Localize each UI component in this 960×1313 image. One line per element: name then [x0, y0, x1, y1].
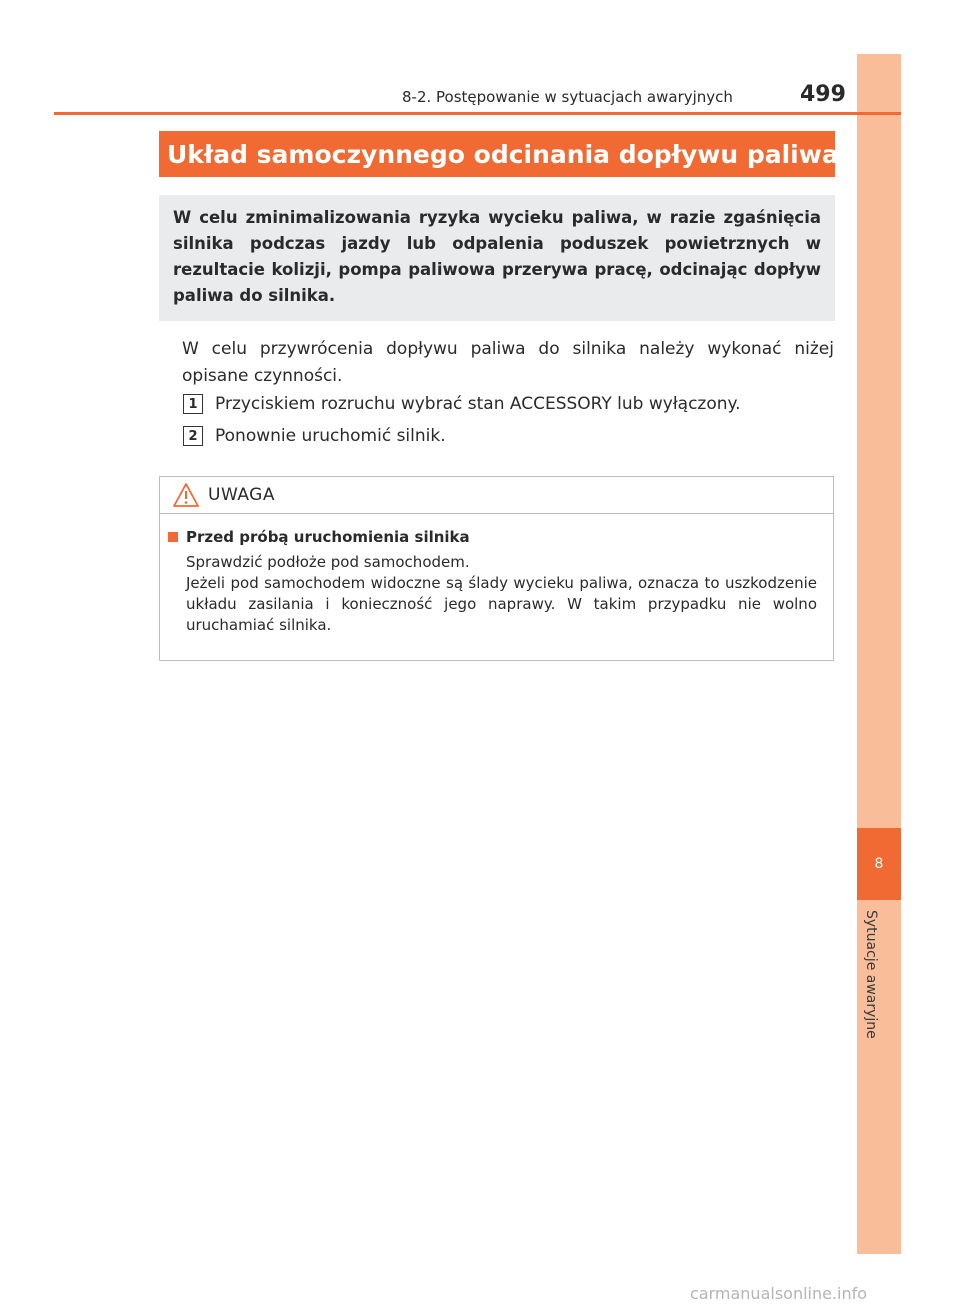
- caution-body: [160, 514, 833, 636]
- page-number: 499: [800, 82, 846, 107]
- step-text: Ponownie uruchomić silnik.: [215, 426, 446, 446]
- caution-subheading: [168, 528, 817, 546]
- caution-line: Jeżeli pod samochodem widoczne są ślady wycieku paliwa, oznacza to uszkodzenie układu zasilania i konieczność jego naprawy. W takim przypadku nie wolno uruchamiać silnika.: [186, 574, 817, 634]
- chapter-number: 8: [874, 856, 884, 872]
- intro-box: [159, 195, 835, 321]
- chapter-title-vertical: Sytuacje awaryjne: [863, 910, 879, 1039]
- header-rule: [54, 112, 901, 115]
- step-item: [183, 426, 446, 446]
- section-title: Układ samoczynnego odcinania dopływu paliwa: [167, 139, 839, 169]
- section-title-bar: [159, 131, 839, 177]
- step-text: Przyciskiem rozruchu wybrać stan ACCESSORY lub wyłączony.: [215, 394, 741, 414]
- caution-line: Sprawdzić podłoże pod samochodem.: [186, 553, 470, 571]
- chapter-number-tab: [857, 828, 901, 900]
- warning-triangle-icon: [172, 482, 200, 508]
- caution-box: [159, 476, 834, 661]
- intro-text: W celu zminimalizowania ryzyka wycieku paliwa, w razie zgaśnięcia silnika podczas jazdy lub odpalenia poduszek powietrznych w rezultacie kolizji, pompa paliwowa przerywa pracę, odcinając dopływ paliwa do silnika.: [173, 208, 821, 305]
- caution-label: UWAGA: [208, 485, 275, 505]
- caution-subheading-text: Przed próbą uruchomienia silnika: [186, 528, 470, 546]
- step-number-badge: 1: [183, 394, 203, 414]
- step-item: [183, 394, 741, 414]
- bullet-square-icon: [168, 532, 178, 542]
- running-head: 8-2. Postępowanie w sytuacjach awaryjnych: [402, 88, 733, 106]
- caution-header: [160, 477, 833, 514]
- body-paragraph: W celu przywrócenia dopływu paliwa do silnika należy wykonać niżej opisane czynności.: [182, 339, 834, 386]
- step-number-badge: 2: [183, 426, 203, 446]
- watermark: carmanualsonline.info: [690, 1284, 868, 1303]
